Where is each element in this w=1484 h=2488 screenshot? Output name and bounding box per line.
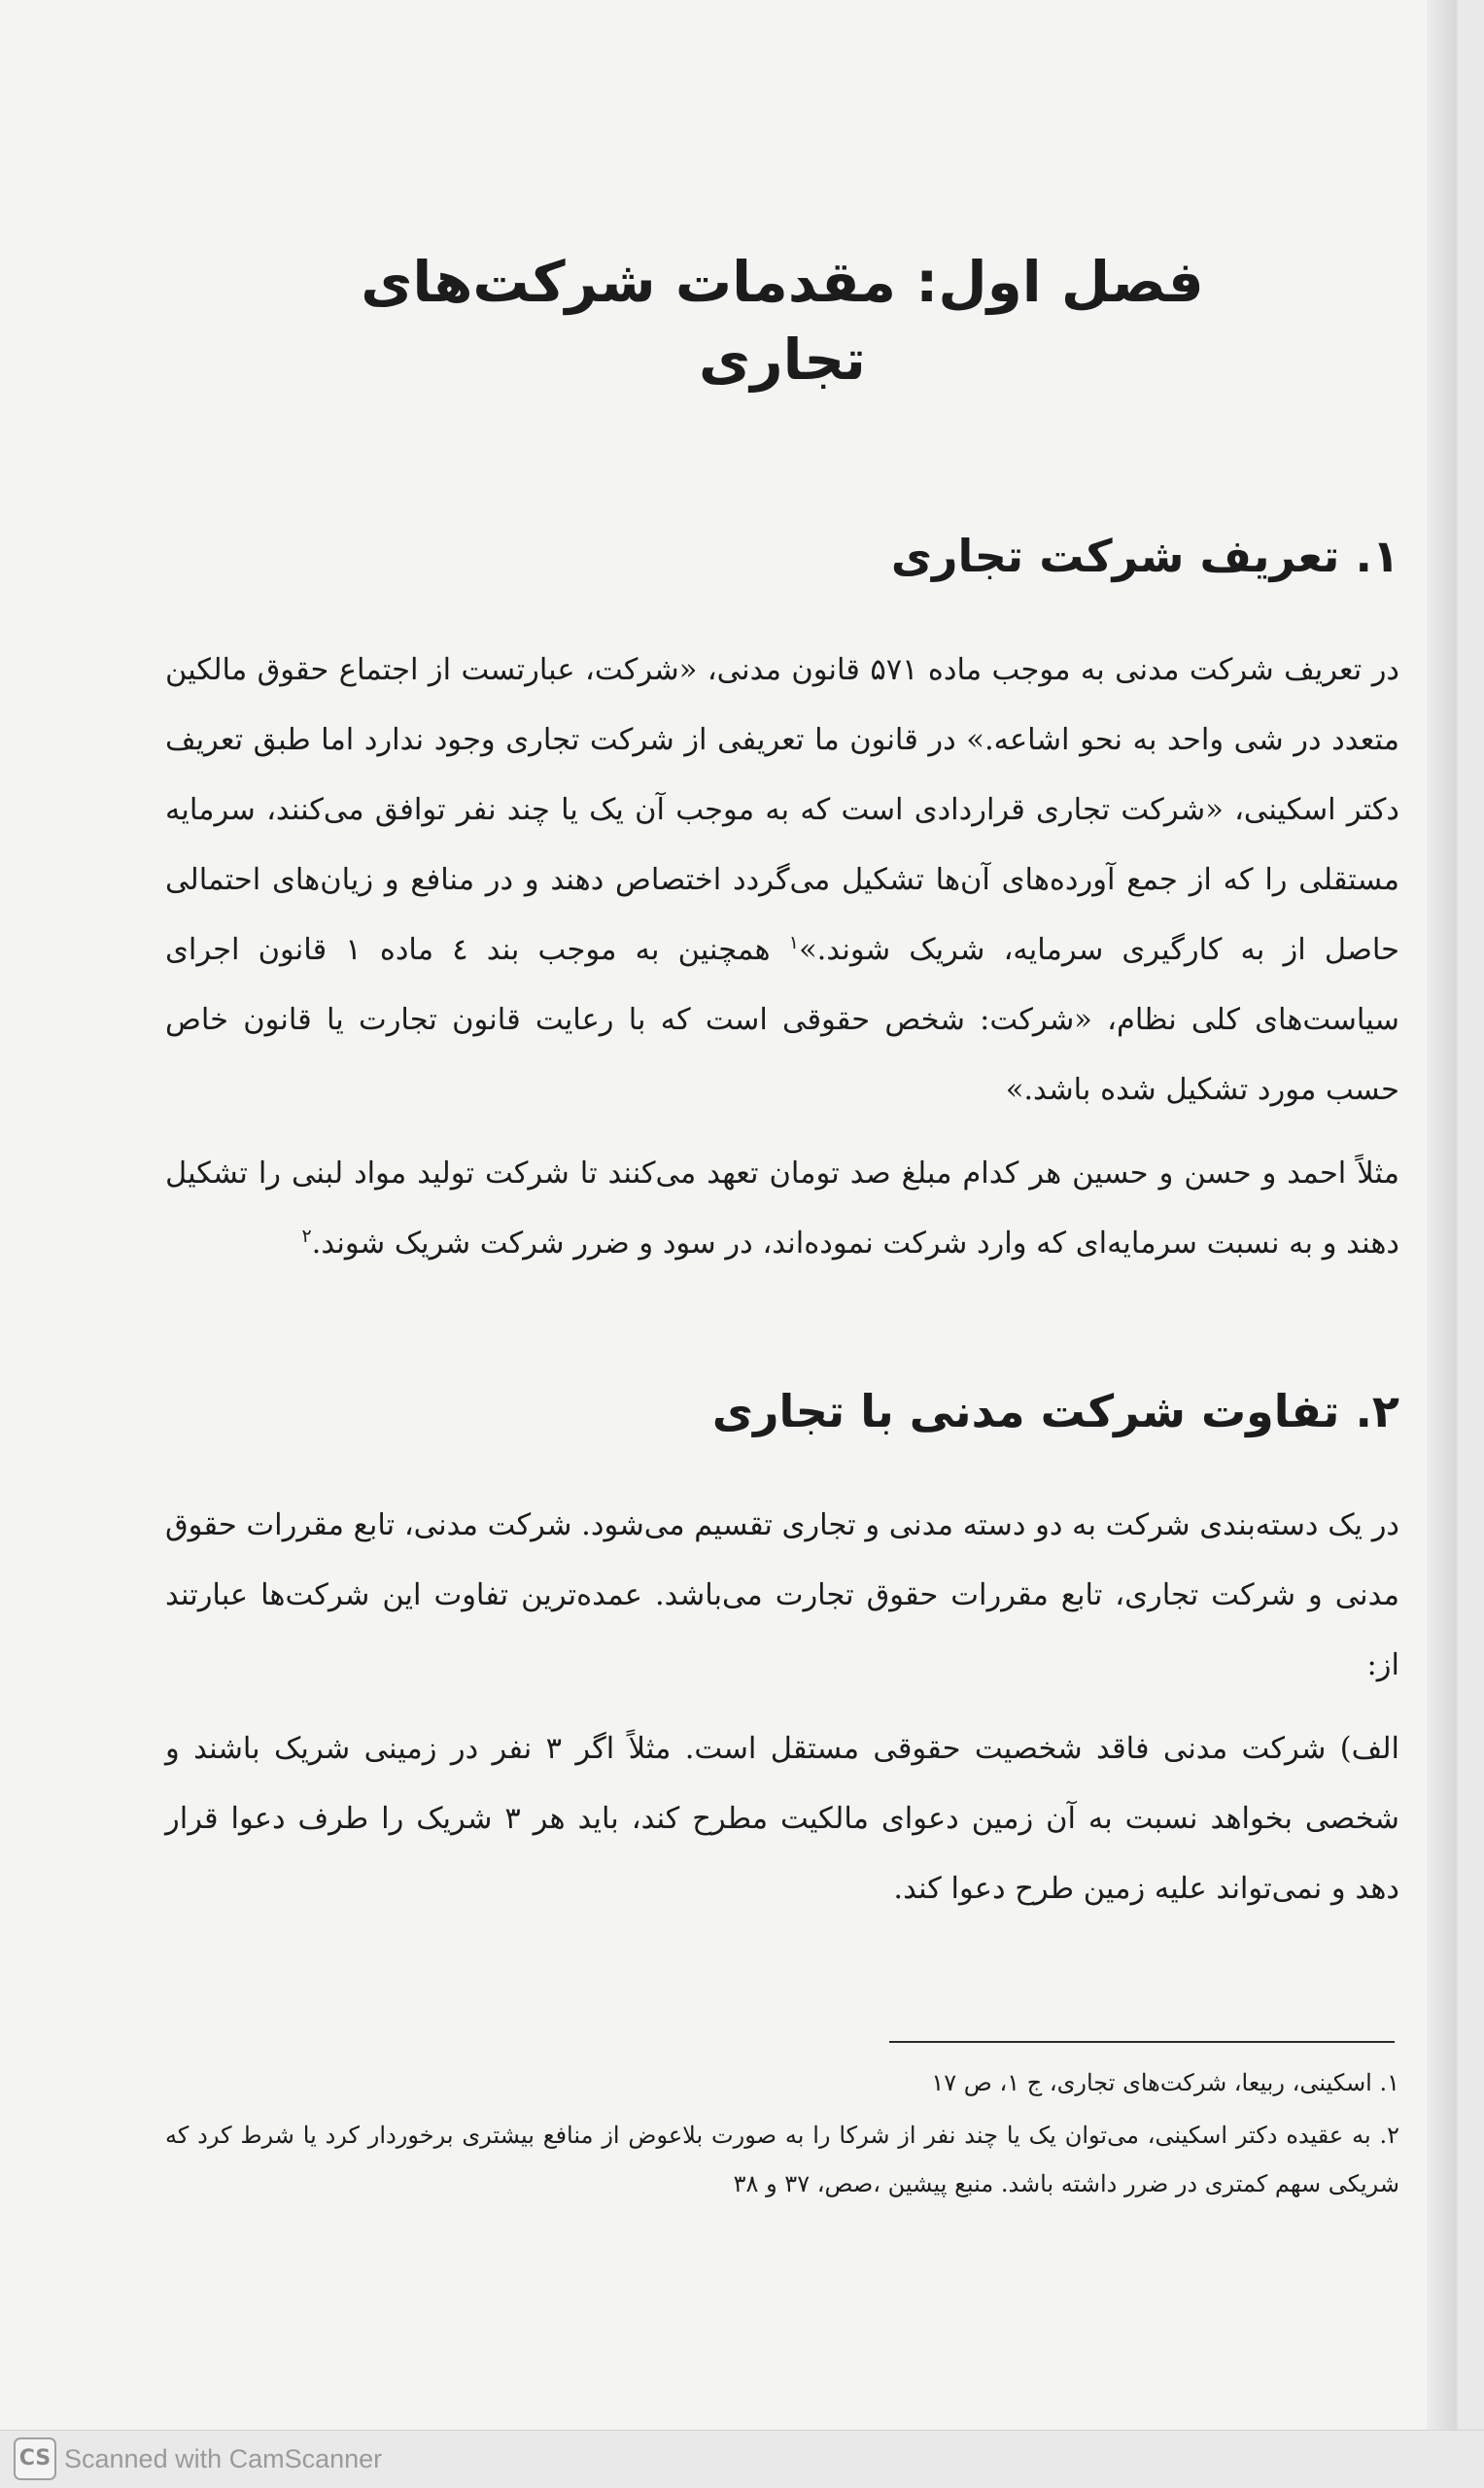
footnote-ref: ۲ [301,1225,312,1247]
paragraph-item-a: الف) شرکت مدنی فاقد شخصیت حقوقی مستقل است. مثلاً اگر ۳ نفر در زمینی شریک باشند و شخصی بخواهد نسبت به آن زمین دعوای مالکیت مطرح کند، باید هر ۳ شریک را طرف دعوا قرار دهد و نمی‌تواند علیه زمین طرح دعوا کند. [165,1732,1399,1906]
section-definition [165,525,1399,1279]
section-difference [165,1380,1399,1924]
footnote-ref: ۱ [788,931,799,953]
footnotes [165,2058,1399,2212]
page-edge-shadow [1427,0,1456,2430]
chapter-title: فصل اول: مقدمات شرکت‌های تجاری [361,249,1204,393]
footnote-1: ۱. اسکینی، ربیعا، شرکت‌های تجاری، ج ۱، ص ١٧ [931,2069,1399,2096]
section-title-difference: ۲. تفاوت شرکت مدنی با تجاری [711,1385,1399,1437]
paragraph-text: در تعریف شرکت مدنی به موجب ماده ۵۷۱ قانون مدنی، «شرکت، عبارتست از اجتماع حقوق مالکین متعدد در شی واحد به نحو اشاعه.» در قانون ما تعریفی از شرکت تجاری وجود ندارد اما طبق تعریف دکتر اسکینی، «شرکت تجاری قراردادی است که به موجب آن یک یا چند نفر توافق می‌کنند، سرمایه مستقلی را که از جمع آورده‌های آن‌ها تشکیل می‌گردد اختصاص دهند و در منافع و زیان‌های احتمالی حاصل از به کارگیری سرمایه، شریک شوند.» [165,653,1400,967]
footnote-2: ۲. به عقیده دکتر اسکینی، می‌توان یک یا چند نفر از شرکا را به صورت بلاعوض از منافع بیشتری برخوردار کرد یا شرط کرد که شریکی سهم کمتری در ضرر داشته باشد. منبع پیشین ،صص، ۳۷ و ۳۸ [165,2122,1399,2197]
footnote-divider [889,2041,1395,2043]
camscanner-logo-icon: CS [14,2437,56,2480]
section-spacer [165,1293,1399,1380]
paragraph-intro: در یک دسته‌بندی شرکت به دو دسته مدنی و تجاری تقسیم می‌شود. شرکت مدنی، تابع مقررات حقوق مدنی و شرکت تجاری، تابع مقررات حقوق تجارت می‌باشد. عمده‌ترین تفاوت این شرکت‌ها عبارتند از: [165,1508,1399,1682]
scan-watermark-label: Scanned with CamScanner [64,2444,383,2473]
paragraph-text: همچنین به موجب بند ٤ ماده ۱ قانون اجرای سیاست‌های کلی نظام، «شرکت: شخص حقوقی است که با رعایت قانون تجارت یا قانون خاص حسب مورد تشکیل شده باشد.» [165,933,1399,1107]
paragraph-example [165,1139,1399,1279]
paragraph-text: مثلاً احمد و حسن و حسین هر کدام مبلغ صد تومان تعهد می‌کنند تا شرکت تولید مواد لبنی را تشکیل دهند و به نسبت سرمایه‌ای که وارد شرکت نموده‌اند، در سود و ضرر شرکت شریک شوند. [165,1157,1399,1261]
page-content [165,243,1399,1938]
paragraph-definition [165,636,1399,1125]
section-title-definition: ۱. تعریف شرکت تجاری [890,530,1399,582]
